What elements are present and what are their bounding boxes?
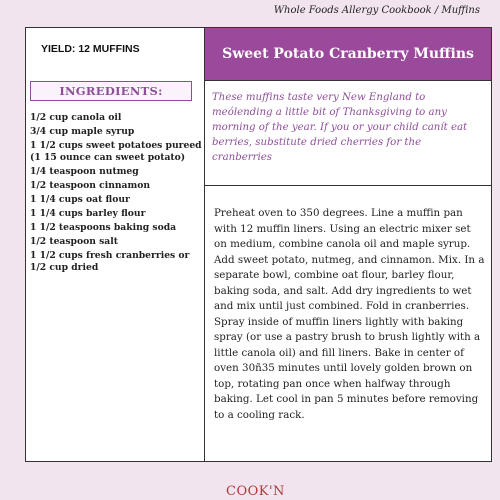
recipe-card [25, 27, 492, 462]
ingredients-panel [26, 28, 205, 461]
ingredient-item: 1/2 teaspoon cinnamon [30, 180, 151, 191]
recipe-intro: These muffins taste very New England to meólending a little bit of Thanksgiving to any morning of the year. If you or your child canít eat berries, substitute dried cherries for the cranberries [212, 92, 468, 163]
ingredient-item: 1 1/4 cups barley flour [30, 208, 146, 219]
breadcrumb: Whole Foods Allergy Cookbook / Muffins [273, 5, 480, 16]
ingredient-item: 3/4 cup maple syrup [30, 126, 135, 137]
ingredient-item: 1/2 cup canola oil [30, 112, 122, 123]
ingredient-item: 1 1/2 cups fresh cranberries or 1/2 cup dried [30, 250, 190, 273]
ingredient-item: 1 1/4 cups oat flour [30, 194, 130, 205]
recipe-title: Sweet Potato Cranberry Muffins [205, 28, 491, 81]
section-divider [205, 185, 491, 186]
ingredients-heading: INGREDIENTS: [30, 81, 192, 101]
cookn-logo: COOK'N [226, 484, 285, 499]
ingredient-item: 1/4 teaspoon nutmeg [30, 166, 139, 177]
recipe-content [205, 28, 491, 461]
recipe-directions: Preheat oven to 350 degrees. Line a muffin pan with 12 muffin liners. Using an electric mixer set on medium, combine canola oil and maple syrup. Add sweet potato, nutmeg, and cinnamon. Mix. In a separate bowl, combine oat flour, barley flour, baking soda, and salt. Add dry ingredients to wet and mix until just combined. Fold in cranberries. Spray inside of muffin liners lightly with baking spray (or use a pastry brush to brush lightly with a little canola oil) and fill liners. Bake in center of oven 30ñ35 minutes until lovely golden brown on top, rotating pan once when halfway through baking. Let cool in pan 5 minutes before removing to a cooling rack. [214, 207, 485, 421]
ingredients-list [30, 112, 202, 276]
ingredient-item: 1 1/2 teaspoons baking soda [30, 222, 177, 233]
ingredient-item: 1 1/2 cups sweet potatoes pureed (1 15 ounce can sweet potato) [30, 140, 202, 163]
recipe-yield: YIELD: 12 MUFFINS [41, 43, 140, 55]
ingredient-item: 1/2 teaspoon salt [30, 236, 118, 247]
